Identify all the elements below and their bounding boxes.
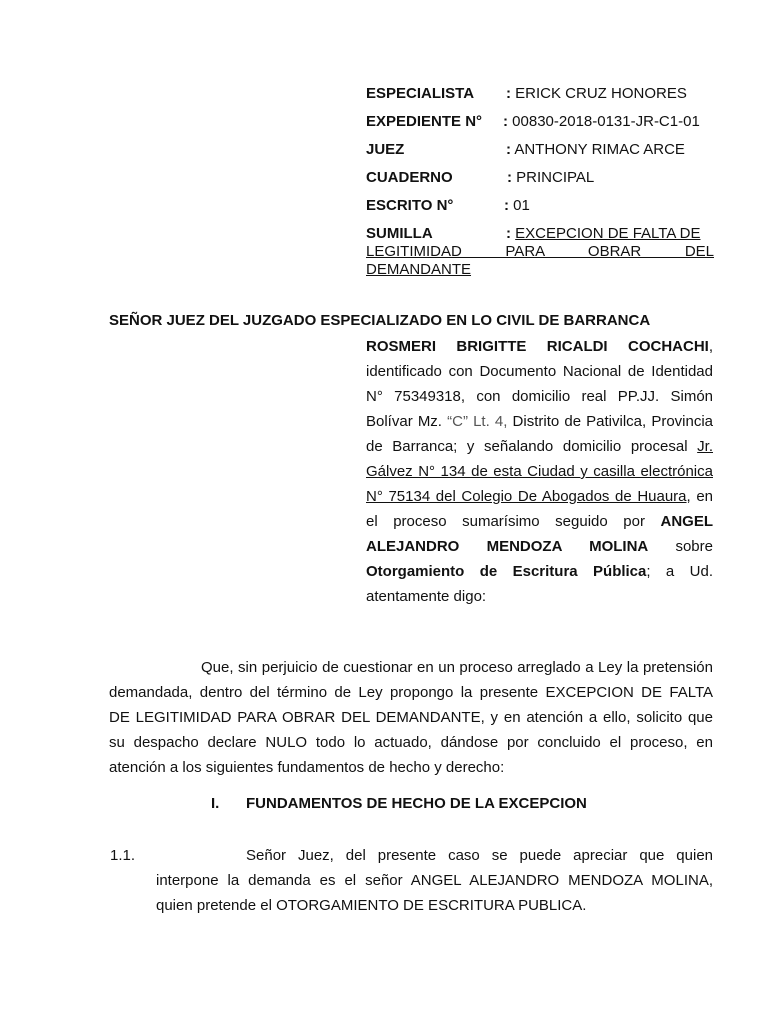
body-line-3: DE LEGITIMIDAD PARA OBRAR DEL DEMANDANTE, y en atención a ello, solicito que (109, 709, 713, 726)
especialista-label: ESPECIALISTA (366, 85, 475, 102)
colon: : (506, 85, 511, 102)
escrito-value: 01 (513, 197, 530, 214)
item-line-2: interpone la demanda es el señor ANGEL ALEJANDRO MENDOZA MOLINA, (156, 872, 713, 889)
colon: : (506, 141, 511, 158)
intro-line-8: el proceso sumarísimo seguido por ANGEL (366, 513, 713, 530)
escrito-label: ESCRITO N° (366, 197, 454, 214)
header-juez (366, 140, 714, 160)
body-line-4: su despacho declare NULO todo lo actuado, dándose por concluido el proceso, en (109, 734, 713, 751)
section-title: FUNDAMENTOS DE HECHO DE LA EXCEPCION (246, 795, 587, 812)
intro-line-7: N° 75134 del Colegio De Abogados de Huaura, en (366, 488, 713, 505)
intro-line-4: Bolívar Mz. “C” Lt. 4, Distrito de Pativilca, Provincia (366, 413, 714, 430)
sumilla-line-2: LEGITIMIDAD PARA OBRAR DEL (366, 243, 714, 260)
colon: : (503, 113, 508, 130)
intro-line-2: identificado con Documento Nacional de Identidad (366, 363, 713, 380)
section-number: I. (211, 795, 220, 812)
sumilla-line-3: DEMANDANTE (366, 261, 472, 278)
addressee-title: SEÑOR JUEZ DEL JUZGADO ESPECIALIZADO EN LO CIVIL DE BARRANCA (109, 312, 651, 329)
especialista-value: ERICK CRUZ HONORES (515, 85, 687, 102)
body-line-2: demandada, dentro del término de Ley propongo la presente EXCEPCION DE FALTA (109, 684, 713, 701)
sumilla-label: SUMILLA (366, 225, 433, 242)
intro-line-3: N° 75349318, con domicilio real PP.JJ. Simón (366, 388, 713, 405)
item-line-1: Señor Juez, del presente caso se puede apreciar que quien (246, 847, 713, 864)
juez-label: JUEZ (366, 141, 405, 158)
item-number: 1.1. (110, 847, 136, 864)
intro-line-6: Gálvez N° 134 de esta Ciudad y casilla electrónica (366, 463, 713, 480)
header-cuaderno (366, 168, 714, 188)
expediente-label: EXPEDIENTE N° (366, 113, 483, 130)
juez-value: ANTHONY RIMAC ARCE (514, 141, 685, 158)
intro-line-5: de Barranca; y señalando domicilio procesal Jr. (366, 438, 713, 455)
header-especialista (366, 84, 714, 104)
intro-line-9: ALEJANDRO MENDOZA MOLINA sobre (366, 538, 713, 555)
petitioner-name: ROSMERI BRIGITTE RICALDI COCHACHI (366, 338, 709, 355)
header-expediente (366, 112, 714, 132)
colon: : (507, 169, 512, 186)
intro-line-11: atentamente digo: (366, 588, 487, 605)
cuaderno-label: CUADERNO (366, 169, 453, 186)
intro-line-1: ROSMERI BRIGITTE RICALDI COCHACHI, (366, 338, 713, 355)
body-line-1: Que, sin perjuicio de cuestionar en un proceso arreglado a Ley la pretensión (201, 659, 713, 676)
item-line-3: quien pretende el OTORGAMIENTO DE ESCRITURA PUBLICA. (156, 897, 587, 914)
cuaderno-value: PRINCIPAL (516, 169, 595, 186)
intro-line-10: Otorgamiento de Escritura Pública; a Ud. (366, 563, 713, 580)
colon: : (506, 225, 511, 242)
expediente-value: 00830-2018-0131-JR-C1-01 (512, 113, 700, 130)
sumilla-line-1: EXCEPCION DE FALTA DE (515, 225, 701, 242)
colon: : (504, 197, 509, 214)
body-line-5: atención a los siguientes fundamentos de hecho y derecho: (109, 759, 505, 776)
header-escrito (366, 196, 714, 216)
